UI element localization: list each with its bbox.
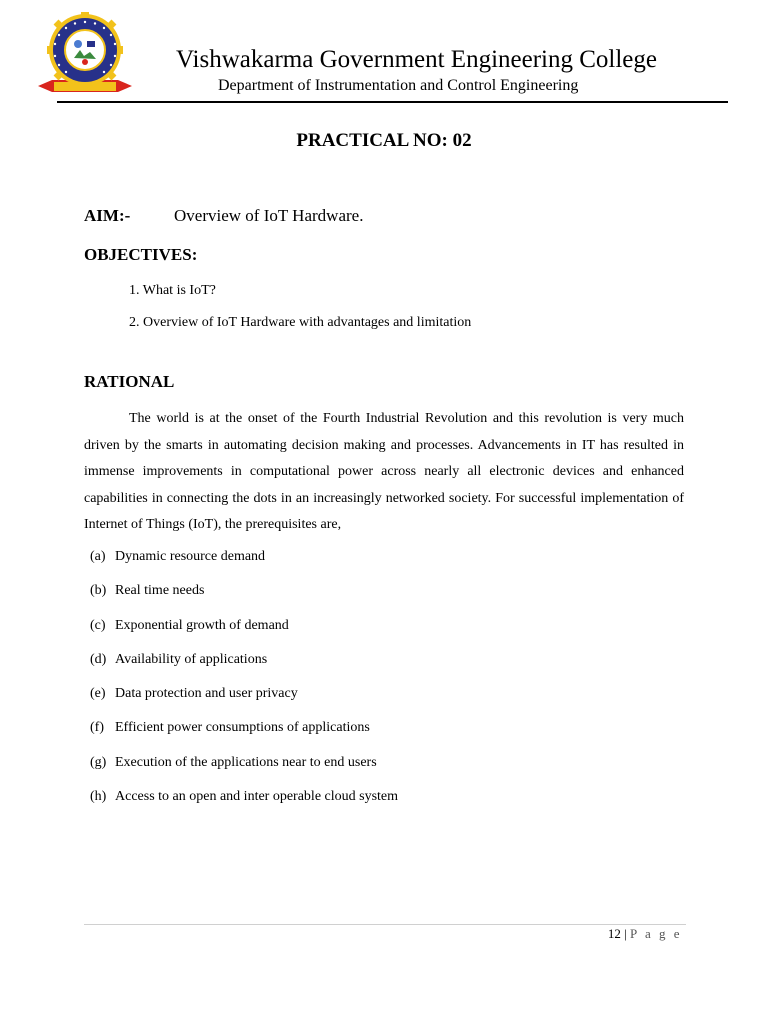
list-item bbox=[90, 789, 690, 823]
page-number: 12 bbox=[607, 926, 621, 941]
page-footer bbox=[560, 926, 682, 942]
list-item bbox=[90, 549, 690, 583]
list-item bbox=[90, 618, 690, 652]
practical-title: PRACTICAL NO: 02 bbox=[296, 130, 472, 151]
list-marker: (b) bbox=[90, 583, 107, 599]
list-marker: (h) bbox=[90, 789, 107, 805]
objective-item: 2. Overview of IoT Hardware with advantages and limitation bbox=[129, 315, 472, 330]
list-text: Availability of applications bbox=[115, 651, 268, 667]
list-text: Data protection and user privacy bbox=[115, 686, 298, 702]
list-item bbox=[90, 755, 690, 789]
list-marker: (c) bbox=[90, 617, 106, 633]
header-divider bbox=[57, 101, 728, 103]
list-marker: (f) bbox=[90, 720, 104, 736]
college-seal-icon bbox=[32, 12, 138, 100]
list-text: Access to an open and inter operable cloud system bbox=[115, 789, 399, 805]
list-item bbox=[90, 583, 690, 617]
list-text: Execution of the applications near to end users bbox=[115, 754, 377, 770]
list-item bbox=[90, 686, 690, 720]
college-name: Vishwakarma Government Engineering College bbox=[176, 46, 657, 73]
prerequisites-list bbox=[90, 549, 690, 823]
objective-item: 1. What is IoT? bbox=[129, 283, 216, 298]
list-text: Dynamic resource demand bbox=[115, 549, 266, 564]
objectives-heading: OBJECTIVES: bbox=[84, 245, 198, 264]
list-item bbox=[90, 652, 690, 686]
page-word: P a g e bbox=[629, 926, 682, 941]
page-separator: | bbox=[624, 926, 627, 941]
list-marker: (d) bbox=[90, 651, 107, 667]
list-marker: (a) bbox=[90, 549, 106, 564]
department-name: Department of Instrumentation and Control Engineering bbox=[218, 77, 579, 94]
college-logo bbox=[32, 12, 138, 100]
rational-heading: RATIONAL bbox=[84, 372, 175, 391]
list-text: Exponential growth of demand bbox=[115, 617, 289, 633]
list-marker: (g) bbox=[90, 754, 107, 770]
list-item bbox=[90, 720, 690, 754]
footer-divider bbox=[84, 924, 686, 925]
aim-label: AIM:- bbox=[84, 206, 131, 225]
list-text: Efficient power consumptions of applications bbox=[115, 720, 370, 736]
list-text: Real time needs bbox=[115, 583, 205, 599]
rational-paragraph: The world is at the onset of the Fourth Industrial Revolution and this revolution is very much driven by the smarts in automating decision making and processes. Advancements in IT has resulted in immense improvements in computational power across nearly all electronic devices and enhanced capabilities in connecting the dots in an increasingly networked society. For successful implementation of Internet of Things (IoT), the prerequisites are, bbox=[84, 411, 684, 532]
list-marker: (e) bbox=[90, 686, 106, 702]
aim-text: Overview of IoT Hardware. bbox=[174, 206, 364, 225]
